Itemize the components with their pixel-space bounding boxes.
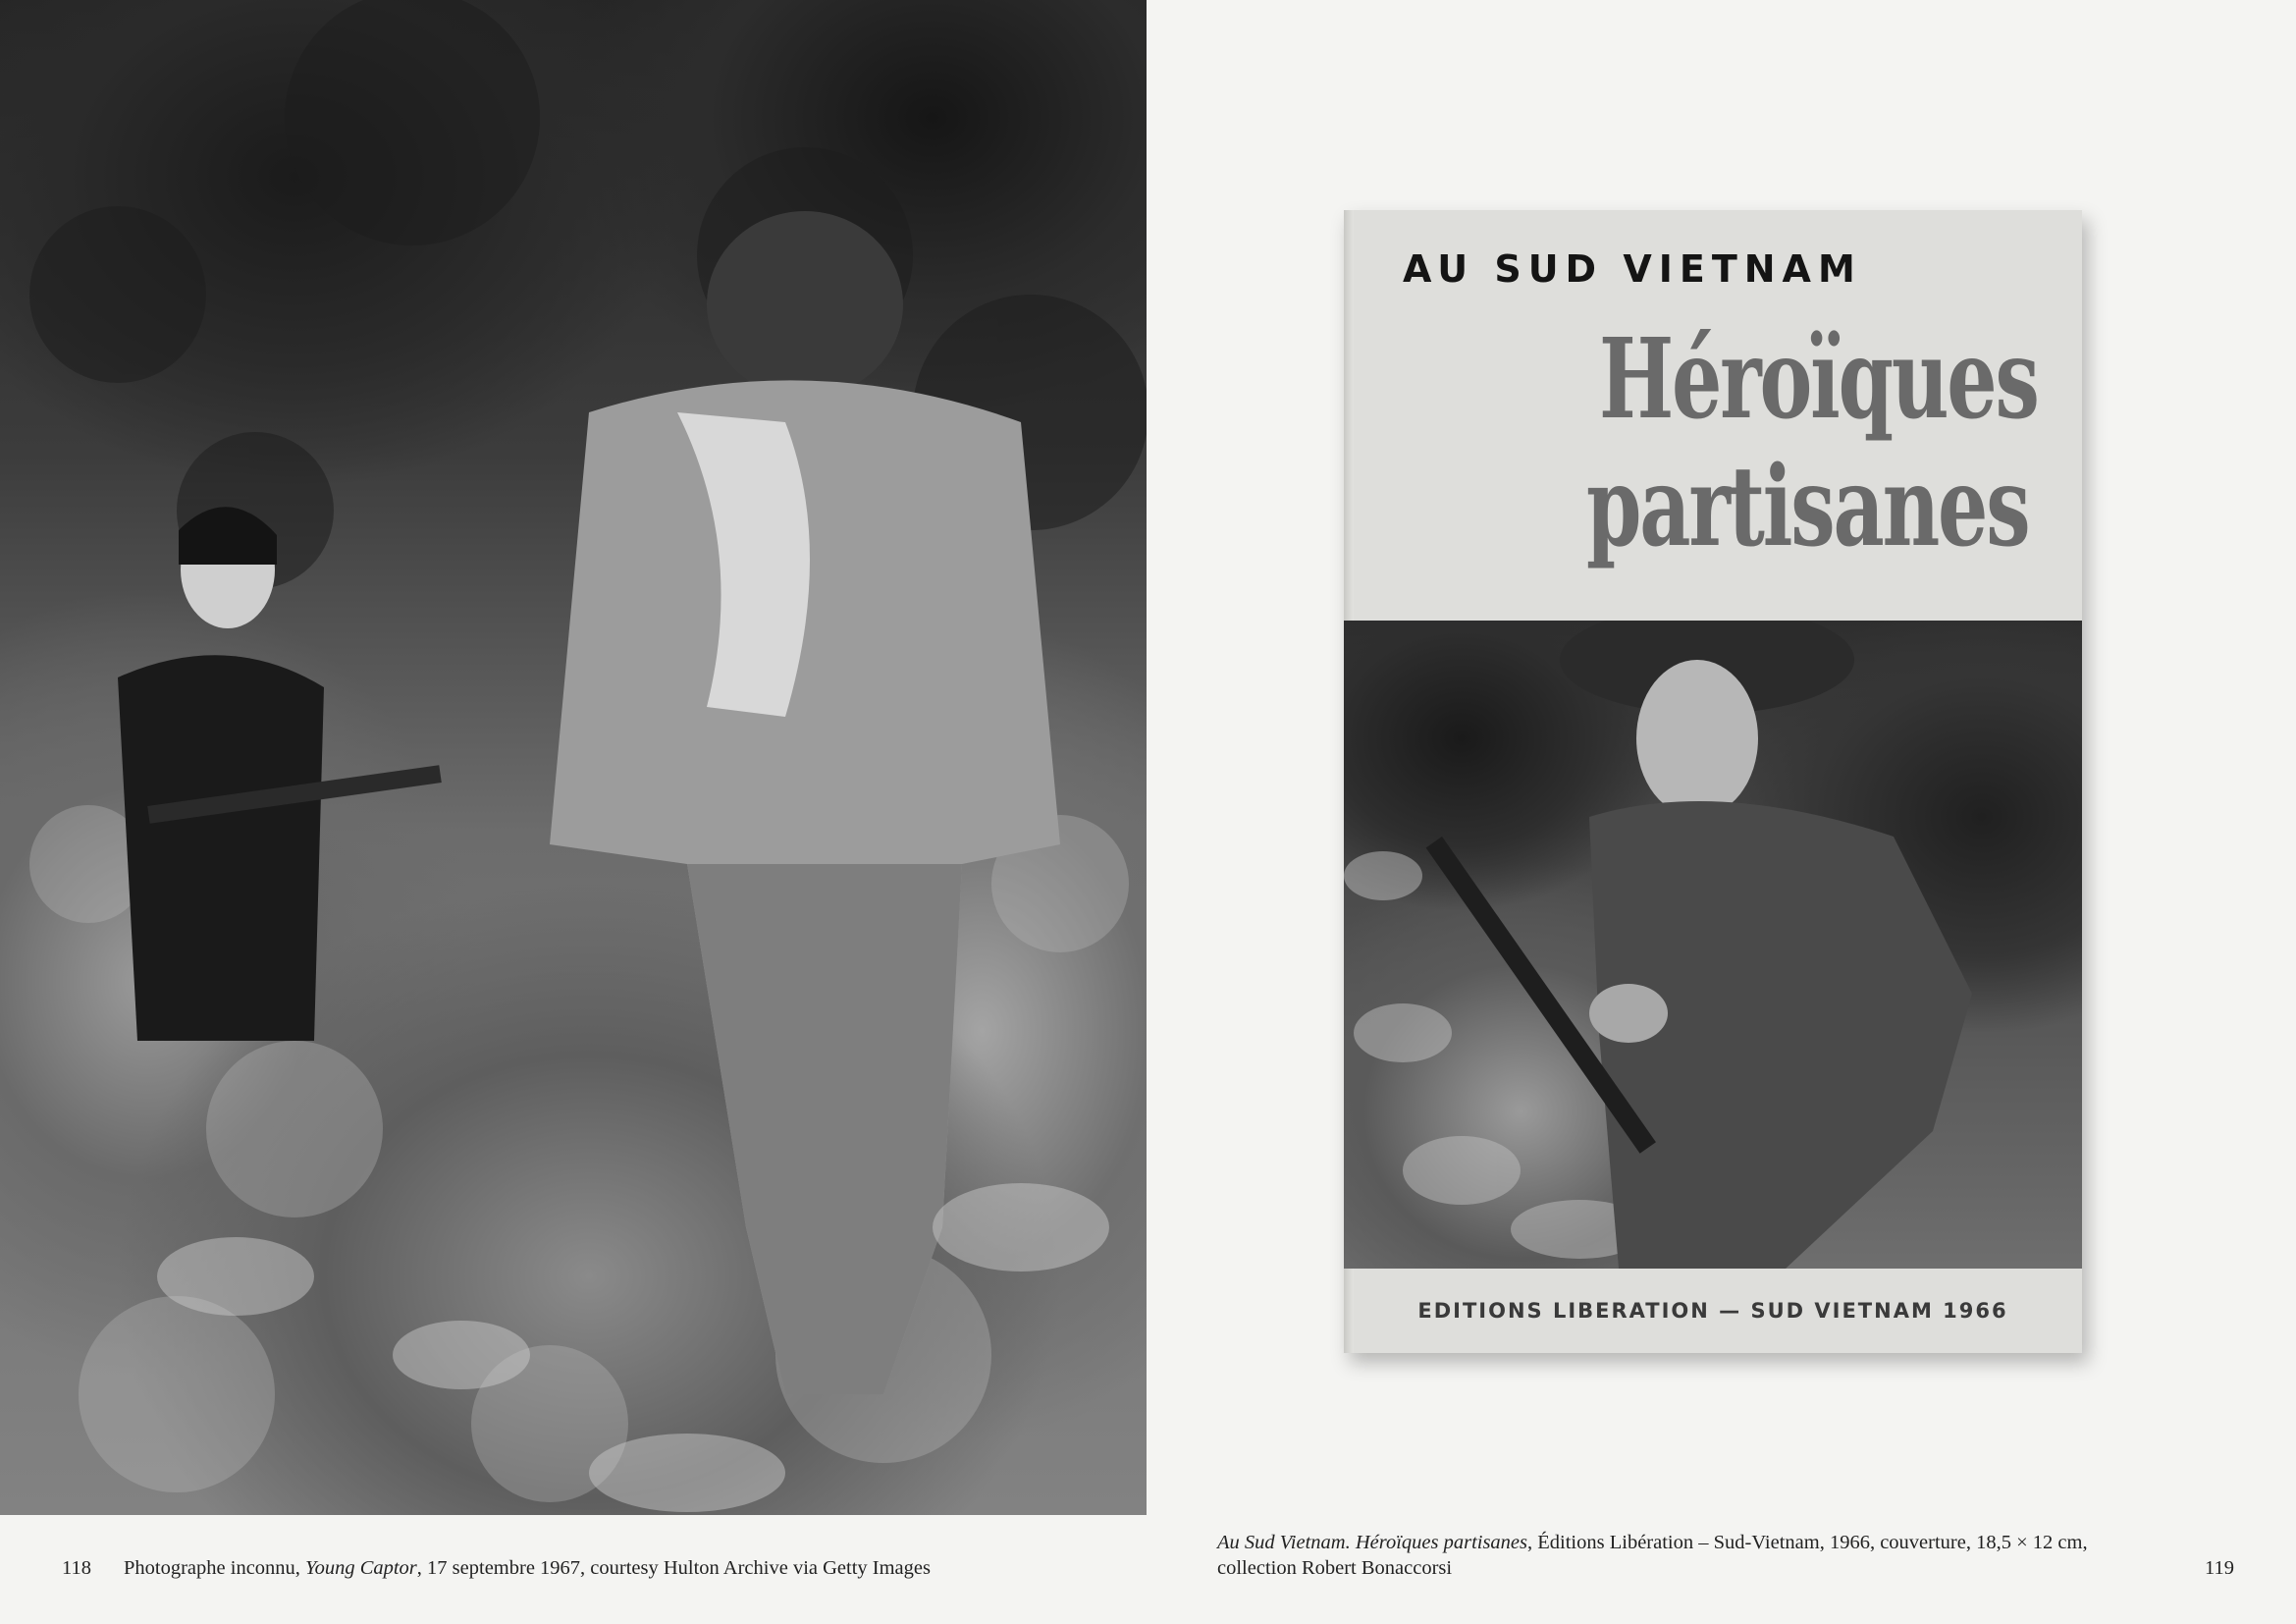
child-figure <box>118 507 442 1041</box>
cover-footer: EDITIONS LIBERATION — SUD VIETNAM 1966 <box>1417 1299 2008 1323</box>
booklet-cover <box>1344 210 2082 1353</box>
cover-title-line1: Héroïques <box>1599 315 2038 444</box>
caption-left-suffix: , 17 septembre 1967, courtesy Hulton Archive via Getty Images <box>416 1557 931 1579</box>
caption-left <box>124 1555 931 1581</box>
caption-right-line2: collection Robert Bonaccorsi <box>1217 1557 1453 1579</box>
caption-left-prefix: Photographe inconnu, <box>124 1557 306 1579</box>
cover-photograph <box>1344 621 2082 1269</box>
left-photograph <box>0 0 1147 1515</box>
cover-title <box>1586 315 2038 571</box>
caption-left-title: Young Captor <box>305 1557 417 1579</box>
cover-title-line2: partisanes <box>1586 443 2029 571</box>
caption-right <box>1217 1530 2088 1581</box>
caption-right-line1-suffix: , Éditions Libération – Sud-Vietnam, 1966, couverture, 18,5 × 12 cm, <box>1527 1532 2088 1553</box>
photo-scene <box>0 0 1147 1515</box>
caption-right-title: Au Sud Vietnam. Héroïques partisanes <box>1217 1532 1528 1553</box>
cover-kicker: AU SUD VIETNAM <box>1403 247 1862 291</box>
caption-right-line1 <box>1217 1530 2088 1555</box>
cover-photo-scene <box>1344 621 2082 1269</box>
page-number-left: 118 <box>62 1557 91 1579</box>
page-number-right: 119 <box>2205 1557 2234 1579</box>
